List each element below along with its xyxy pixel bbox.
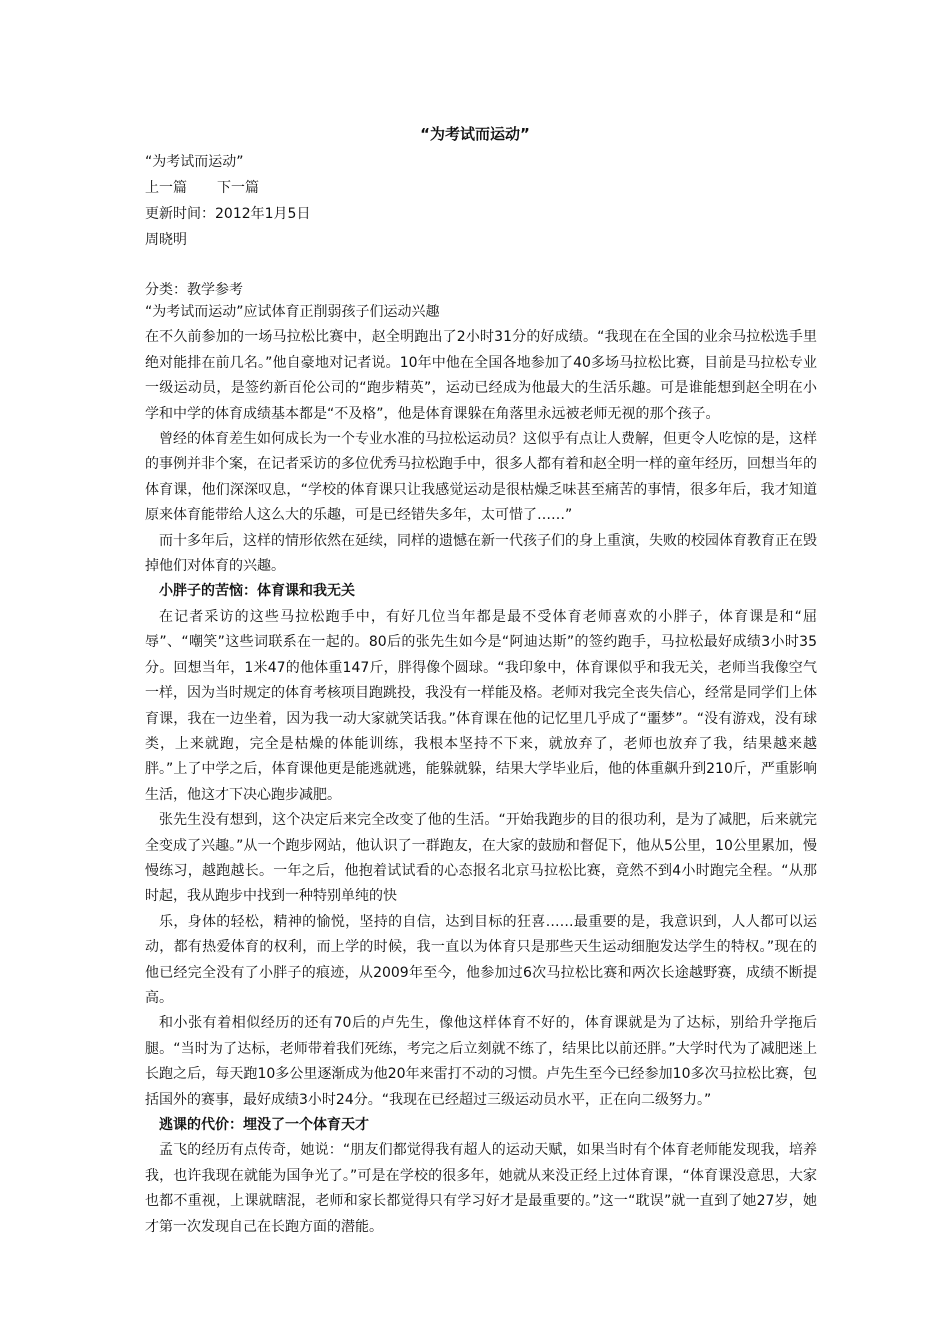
paragraph-3: 而十多年后，这样的情形依然在延续，同样的遗憾在新一代孩子们的身上重演，失败的校园体育教育正在毁掉他们对体育的兴趣。 <box>145 532 817 575</box>
article-meta <box>145 152 825 306</box>
paragraph-5: 张先生没有想到，这个决定后来完全改变了他的生活。“开始我跑步的目的很功利，是为了减肥，后来就完全变成了兴趣。”从一个跑步网站，他认识了一群跑友，在大家的鼓励和督促下，他从5公里，10公里累加，慢慢练习，越跑越长。一年之后，他抱着试试看的心态报名北京马拉松比赛，竟然不到4小时跑完全程。“从那时起，我从跑步中找到一种特别单纯的快 <box>145 812 817 905</box>
paragraph-2: 曾经的体育差生如何成长为一个专业水准的马拉松运动员？这似乎有点让人费解，但更令人吃惊的是，这样的事例并非个案，在记者采访的多位优秀马拉松跑手中，很多人都有着和赵全明一样的童年经历，回想当年的体育课，他们深深叹息，“学校的体育课只让我感觉运动是很枯燥乏味甚至痛苦的事情，很多年后，我才知道原来体育能带给人这么大的乐趣，可是已经错失多年，太可惜了……” <box>145 431 817 524</box>
author-name: 周晓明 <box>145 232 187 248</box>
next-article-link[interactable]: 下一篇 <box>217 180 259 196</box>
spacer <box>145 256 825 280</box>
paragraph-8: 孟飞的经历有点传奇，她说：“朋友们都觉得我有超人的运动天赋，如果当时有个体育老师能发现我，培养我，也许我现在就能为国争光了。”可是在学校的很多年，她就从来没正经上过体育课，“体育课没意思，大家也都不重视，上课就瞎混，老师和家长都觉得只有学习好才是最重要的。”这一“耽误”就一直到了她27岁，她才第一次发现自己在长跑方面的潜能。 <box>145 1142 817 1235</box>
paragraph-4: 在记者采访的这些马拉松跑手中，有好几位当年都是最不受体育老师喜欢的小胖子，体育课是和“屈辱”、“嘲笑”这些词联系在一起的。80后的张先生如今是“阿迪达斯”的签约跑手，马拉松最好成绩3小时35分。回想当年，1米47的他体重147斤，胖得像个圆球。“我印象中，体育课似乎和我无关，老师当我像空气一样，因为当时规定的体育考核项目跑跳投，我没有一样能及格。老师对我完全丧失信心，经常是同学们上体育课，我在一边坐着，因为我一动大家就笑话我。”体育课在他的记忆里几乎成了“噩梦”。“没有游戏，没有球类，上来就跑，完全是枯燥的体能训练，我根本坚持不下来，就放弃了，老师也放弃了我，结果越来越胖。”上了中学之后，体育课他更是能逃就逃，能躲就躲，结果大学毕业后，他的体重飙升到210斤，严重影响生活，他这才下决心跑步减肥。 <box>145 608 817 803</box>
document-title: “为考试而运动” <box>420 125 530 143</box>
article-body <box>145 300 817 1240</box>
prev-article-link[interactable]: 上一篇 <box>145 180 187 196</box>
section-heading-1: 小胖子的苦恼：体育课和我无关 <box>159 583 355 600</box>
article-subtitle: “为考试而运动” <box>145 154 244 170</box>
section-heading-2: 逃课的代价：埋没了一个体育天才 <box>159 1117 369 1133</box>
article-nav <box>145 178 825 204</box>
article-lead: “为考试而运动”应试体育正削弱孩子们运动兴趣 <box>145 304 440 320</box>
article-category: 分类：教学参考 <box>145 282 243 298</box>
paragraph-6: 乐，身体的轻松，精神的愉悦，坚持的自信，达到目标的狂喜……最重要的是，我意识到，人人都可以运动，都有热爱体育的权利，而上学的时候，我一直以为体育只是那些天生运动细胞发达学生的特权。”现在的他已经完全没有了小胖子的痕迹，从2009年至今，他参加过6次马拉松比赛和两次长途越野赛，成绩不断提高。 <box>145 913 817 1006</box>
paragraph-1: 在不久前参加的一场马拉松比赛中，赵全明跑出了2小时31分的好成绩。“我现在在全国的业余马拉松选手里绝对能排在前几名。”他自豪地对记者说。10年中他在全国各地参加了40多场马拉松比赛，目前是马拉松专业一级运动员，是签约新百伦公司的“跑步精英”，运动已经成为他最大的生活乐趣。可是谁能想到赵全明在小学和中学的体育成绩基本都是“不及格”，他是体育课躲在角落里永远被老师无视的那个孩子。 <box>145 329 817 422</box>
paragraph-7: 和小张有着相似经历的还有70后的卢先生，像他这样体育不好的，体育课就是为了达标，别给升学拖后腿。“当时为了达标，老师带着我们死练，考完之后立刻就不练了，结果比以前还胖。”大学时代为了减肥迷上长跑之后，每天跑10多公里逐渐成为他20年来雷打不动的习惯。卢先生至今已经参加10多次马拉松比赛，包括国外的赛事，最好成绩3小时24分。“我现在已经超过三级运动员水平，正在向二级努力。” <box>145 1015 817 1108</box>
update-time: 更新时间：2012年1月5日 <box>145 206 311 222</box>
